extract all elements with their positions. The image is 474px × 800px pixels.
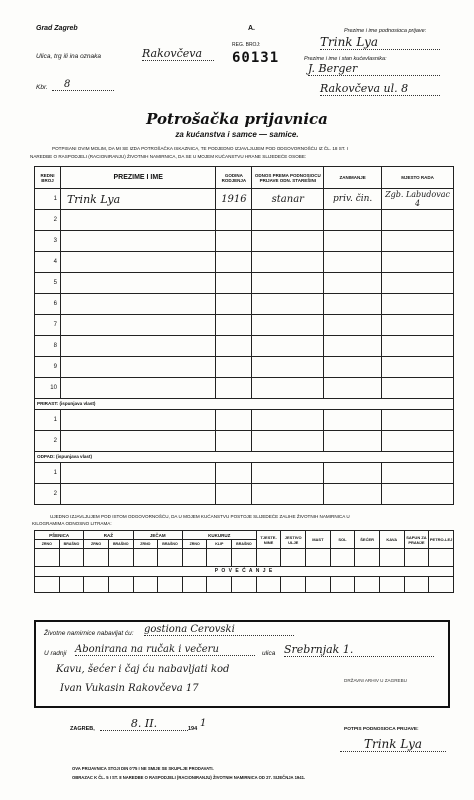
form-subtitle: za kućanstva i samce — samice. xyxy=(175,130,299,139)
sub-header: ZRNO xyxy=(182,540,207,549)
row-number: 9 xyxy=(35,357,61,378)
house-number-label: Kbr. xyxy=(36,84,48,91)
table-row xyxy=(35,315,454,336)
table-row xyxy=(35,252,454,273)
col-header-relation: ODNOS PREMA PODNOSIOCU PRIJAVE ODN. STAREŠINI xyxy=(252,167,324,189)
other-header: KAVA xyxy=(379,531,404,549)
intro-line-2: NAREDBE O RASPODJELI (RACIONIRANJU) ŽIVOTNIH NAMIRNICA, DA SE U MOJEM KUĆANSTVU HRANE SLIJEDEĆE OSOBE: xyxy=(30,154,307,159)
landlord-value: J. Berger xyxy=(308,62,440,76)
purchase-line-4: Kavu, šećer i čaj ću nabavljati kod xyxy=(56,664,230,675)
row-number: 2 xyxy=(35,431,61,452)
table-row xyxy=(35,210,454,231)
reg-number: 60131 xyxy=(232,50,280,66)
purchase-label-3: ulica xyxy=(262,650,276,657)
row-number: 8 xyxy=(35,336,61,357)
year-suffix: 1 xyxy=(200,718,207,729)
row-number: 5 xyxy=(35,273,61,294)
footer-note-2: OBRAZAC K ČL. 5 I ST. 8 NAREDBE O RASPODJELI (RACIONIRANJU) ŽIVOTNIH NAMIRNICA OD 27. SIJEČNJA 1941. xyxy=(72,775,306,780)
reg-number-label: REG. BROJ: xyxy=(232,42,261,48)
row-number: 1 xyxy=(35,189,61,210)
sub-header: ZRNO xyxy=(84,540,109,549)
other-header: SAPUN ZA PRANJE xyxy=(404,531,429,549)
row-number: 2 xyxy=(35,210,61,231)
col-header-birth-year: GODINA RODJENJA xyxy=(216,167,252,189)
row-number: 1 xyxy=(35,410,61,431)
other-header: MAST xyxy=(306,531,331,549)
purchase-value-2: Abonirana na ručak i večeru xyxy=(75,644,255,656)
row-number: 10 xyxy=(35,378,61,399)
sub-header: BRAŠNO xyxy=(59,540,84,549)
purchase-value-3: Srebrnjak 1. xyxy=(284,643,434,657)
table-row xyxy=(35,378,454,399)
place-label: ZAGREB, xyxy=(70,726,95,732)
row-relation: stanar xyxy=(252,189,324,210)
table-row xyxy=(35,431,454,452)
row-number: 1 xyxy=(35,463,61,484)
row-name: Trink Lya xyxy=(60,189,215,210)
group-header: KUKURUZ xyxy=(182,531,256,540)
purchase-value-1: gostiona Cerovski xyxy=(144,624,294,636)
table-row xyxy=(35,484,454,505)
increase-label: P O V E Ć A N J E xyxy=(35,567,454,577)
col-header-occupation: ZANIMANJE xyxy=(324,167,382,189)
supplies-line-1: UJEDNO IZJAVLJUJEM POD ISTOM ODGOVORNOŠĆU, DA U MOJEM KUĆANSTVU POSTOJE SLIJEDEĆE ZALIHE ŽIVOTNIH NAMIRNICA U xyxy=(50,514,350,519)
purchase-line-5: Ivan Vukasin Rakovčeva 17 xyxy=(60,683,199,694)
submitter-value: Trink Lya xyxy=(320,35,440,50)
prirast-label: PRIRAST: (ispunjava vlast) xyxy=(35,399,454,410)
persons-table xyxy=(34,166,454,505)
group-header: PŠENICA xyxy=(35,531,84,540)
group-header: RAŽ xyxy=(84,531,133,540)
sub-header: KLIP xyxy=(207,540,232,549)
table-row xyxy=(35,410,454,431)
other-header: TJESTE-NINE xyxy=(256,531,281,549)
form-letter: A. xyxy=(248,25,255,32)
table-row xyxy=(35,273,454,294)
signature: Trink Lya xyxy=(340,737,446,752)
row-number: 6 xyxy=(35,294,61,315)
row-number: 3 xyxy=(35,231,61,252)
date-value: 8. II. xyxy=(100,717,188,731)
table-row xyxy=(35,357,454,378)
row-number: 2 xyxy=(35,484,61,505)
form-title: Potrošačka prijavnica xyxy=(146,110,328,128)
sub-header: BRAŠNO xyxy=(158,540,183,549)
landlord-address: Rakovčeva ul. 8 xyxy=(320,82,440,96)
group-header: JEČAM xyxy=(133,531,182,540)
row-workplace: Zgb. Labudovac 4 xyxy=(382,189,454,210)
intro-line-1: POTPISANI OVIM MOLIM, DA MI SE IZDA POTROŠAČKA ISKAZNICA, TE PODJEDNO IZJAVLJUJEM POD ODGOVORNOŠĆU IZ ČL. 18 ST. I xyxy=(52,146,348,151)
other-header: JESTIVO ULJE xyxy=(281,531,306,549)
archive-stamp: DRŽAVNI ARHIV U ZAGREBU xyxy=(344,678,407,683)
sub-header: BRAŠNO xyxy=(232,540,257,549)
row-year: 1916 xyxy=(216,189,252,210)
col-header-number: REDNI BROJ xyxy=(35,167,61,189)
year-prefix: 194 xyxy=(188,726,198,732)
row-number: 7 xyxy=(35,315,61,336)
other-header: SOL xyxy=(330,531,355,549)
sub-header: ZRNO xyxy=(35,540,60,549)
row-number: 4 xyxy=(35,252,61,273)
city-label: Grad Zagreb xyxy=(36,25,78,32)
street-value: Rakovčeva xyxy=(142,47,214,61)
house-number-value: 8 xyxy=(52,79,114,91)
table-row xyxy=(35,231,454,252)
col-header-workplace: MJESTO RADA xyxy=(382,167,454,189)
col-header-name: PREZIME I IME xyxy=(60,167,215,189)
sub-header: ZRNO xyxy=(133,540,158,549)
signature-label: POTPIS PODNOSIOCA PRIJAVE: xyxy=(344,727,419,732)
footer-note-1: OVA PRIJAVNICA STOJI DIN 0'75 I NE SMIJE SE SKUPLJE PRODAVATI. xyxy=(72,766,214,771)
table-row xyxy=(35,294,454,315)
table-row xyxy=(35,189,454,210)
street-label: Ulica, trg ili ina oznaka xyxy=(36,53,102,60)
landlord-label: Prezime i ime i stan kućevlasnika: xyxy=(304,56,387,62)
table-row xyxy=(35,463,454,484)
table-row xyxy=(35,336,454,357)
odpad-label: ODPAD: (ispunjava vlast) xyxy=(35,452,454,463)
other-header: PETRO-LEJ xyxy=(429,531,454,549)
submitter-label: Prezime i ime podnosioca prijave: xyxy=(344,28,427,34)
supplies-table xyxy=(34,530,454,593)
supplies-line-2: KILOGRAMIMA ODNOSNO LITRAMA: xyxy=(32,521,112,526)
row-occupation: priv. čin. xyxy=(324,189,382,210)
purchase-label-2: U radnji xyxy=(44,650,67,657)
sub-header: BRAŠNO xyxy=(108,540,133,549)
purchase-label-1: Životne namirnice nabavljat ću: xyxy=(44,630,134,637)
other-header: ŠEĆER xyxy=(355,531,380,549)
